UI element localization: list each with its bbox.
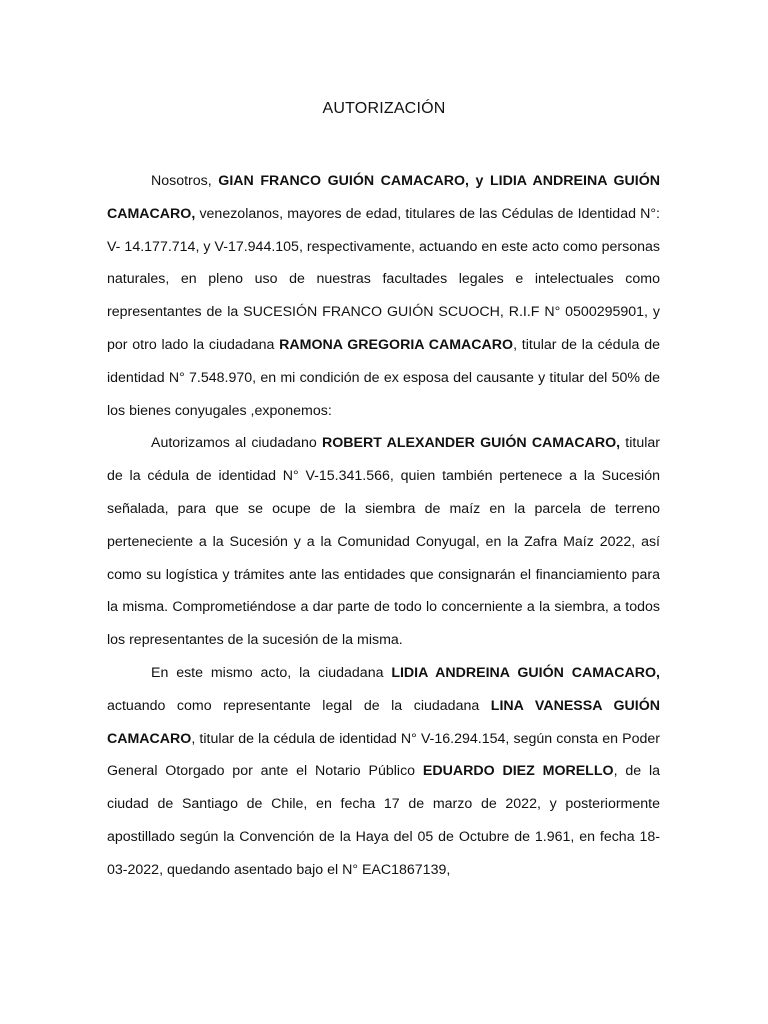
- bold-text-run: GIAN FRANCO GUIÓN CAMACARO, y LIDIA ANDREINA GUIÓN CAMACARO,: [107, 173, 660, 222]
- text-run: actuando como representante legal de la ciudadana: [107, 697, 491, 714]
- paragraph-3: [107, 657, 660, 887]
- text-run: , de la ciudad de Santiago de Chile, en fecha 17 de marzo de 2022, y posteriormente apostillado según la Convención de la Haya del 05 de Octubre de 1.961, en fecha 18-03-2022, quedando asentado bajo el N° EAC1867139,: [107, 763, 660, 878]
- bold-text-run: ROBERT ALEXANDER GUIÓN CAMACARO,: [322, 435, 621, 452]
- bold-text-run: EDUARDO DIEZ MORELLO: [422, 763, 614, 780]
- document-body: [107, 165, 660, 887]
- bold-text-run: RAMONA GREGORIA CAMACARO: [279, 336, 514, 353]
- text-run: Autorizamos al ciudadano: [151, 435, 323, 452]
- text-run: En este mismo acto, la ciudadana: [151, 664, 392, 681]
- bold-text-run: LINA VANESSA GUIÓN CAMACARO: [107, 697, 660, 747]
- document-title: AUTORIZACIÓN: [322, 100, 446, 117]
- text-run: , titular de la cédula de identidad N° 7.548.970, en mi condición de ex esposa del causante y titular del 50% de los bienes conyugales ,exponemos:: [107, 336, 660, 419]
- text-run: , titular de la cédula de identidad N° V-16.294.154, según consta en Poder General Otorgado por ante el Notario Público: [107, 730, 660, 780]
- paragraph-1: [107, 165, 660, 427]
- text-run: venezolanos, mayores de edad, titulares de las Cédulas de Identidad N°: V- 14.177.714, y V-17.944.105, respectivamente, actuando en este acto como personas naturales, en pleno uso de nuestras facultades legales e intelectuales como representantes de la SUCESIÓN FRANCO GUIÓN SCUOCH, R.I.F N° 0500295901, y por otro lado la ciudadana: [107, 205, 660, 353]
- paragraph-2: [107, 427, 660, 657]
- text-run: titular de la cédula de identidad N° V-15.341.566, quien también pertenece a la Sucesión señalada, para que se ocupe de la siembra de maíz en la parcela de terreno perteneciente a la Sucesión y a la Comunidad Conyugal, en la Zafra Maíz 2022, así como su logística y trámites ante las entidades que consignarán el financiamiento para la misma. Comprometiéndose a dar parte de todo lo concerniente a la siembra, a todos los representantes de la sucesión de la misma.: [107, 435, 660, 649]
- text-run: Nosotros,: [151, 173, 219, 189]
- bold-text-run: LIDIA ANDREINA GUIÓN CAMACARO,: [391, 664, 660, 681]
